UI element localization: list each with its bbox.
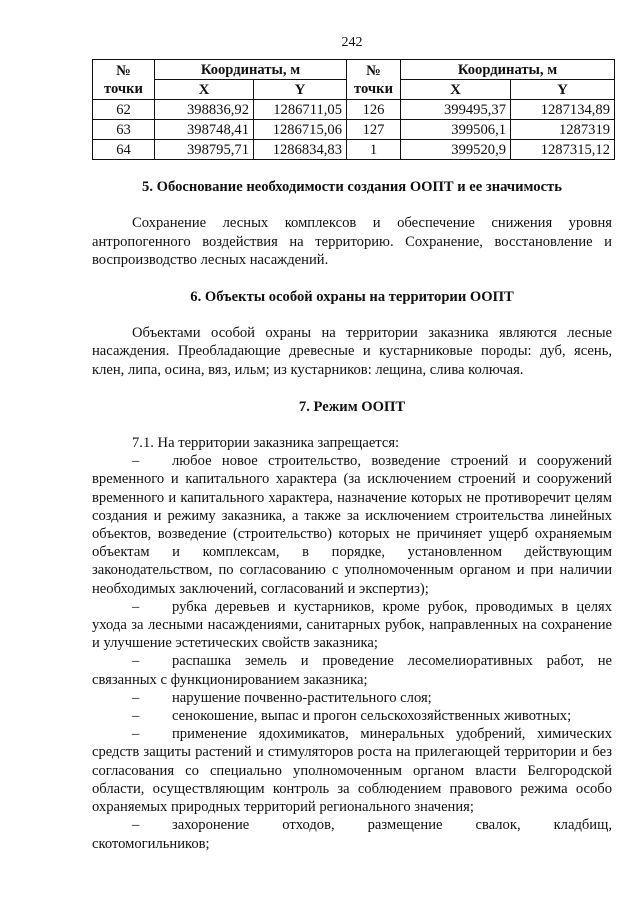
list-item bbox=[92, 652, 612, 688]
list-item bbox=[92, 598, 612, 653]
list-item-text: применение ядохимикатов, минеральных удобрений, химических средств защиты растений и стимуляторов роста на прилегающей территории и без согласования со специально уполномоченным органом власти Белгородской области, осуществляющим контроль за соблюдением правового режима особо охраняемых природных территорий регионального значения; bbox=[92, 726, 612, 816]
header-coords-right: Координаты, м bbox=[401, 60, 615, 80]
header-x-left: X bbox=[155, 80, 254, 100]
table-row bbox=[93, 100, 615, 120]
header-point-no-left bbox=[93, 60, 155, 100]
cell-point: 127 bbox=[347, 120, 401, 140]
list-item-text: сенокошение, выпас и прогон сельскохозяйственных животных; bbox=[172, 708, 572, 725]
cell-x: 399506,1 bbox=[401, 120, 511, 140]
list-item-text: захоронение отходов, размещение свалок, кладбищ, скотомогильников; bbox=[92, 817, 612, 852]
cell-point: 126 bbox=[347, 100, 401, 120]
section-5-title: 5. Обоснование необходимости создания ООПТ и ее значимость bbox=[142, 179, 562, 196]
list-item bbox=[92, 707, 612, 725]
dash-marker: – bbox=[132, 598, 140, 615]
section-7-title: 7. Режим ООПТ bbox=[298, 398, 406, 415]
cell-y: 1287319 bbox=[511, 120, 615, 140]
list-item bbox=[92, 689, 612, 707]
dash-marker: – bbox=[132, 708, 140, 725]
section-6-text: Объектами особой охраны на территории заказника являются лесные насаждения. Преобладающие древесные и кустарниковые породы: дуб, ясень, клен, липа, осина, вяз, ильм; из кустарников: лещина, слива колючая. bbox=[92, 325, 612, 378]
cell-x: 399495,37 bbox=[401, 100, 511, 120]
list-item bbox=[92, 816, 612, 852]
list-item-text: любое новое строительство, возведение строений и сооружений временного и капитального характера (за исключением строений и сооружений временного и капитального характера, назначение которых не противоречит целям создания и режиму заказника, а также за исключением строительства линейных объектов, возведение (строительство) которых не причиняет ущерб охраняемым объектам и комплексам, в порядке, установленном действующим законодательством, по согласованию с уполномоченным органом и при наличии необходимых заключений, согласований и экспертиз); bbox=[92, 453, 612, 597]
table-row bbox=[93, 140, 615, 160]
table-header-row bbox=[93, 60, 615, 80]
cell-x: 398795,71 bbox=[155, 140, 254, 160]
list-item bbox=[92, 725, 612, 816]
cell-y: 1286711,05 bbox=[254, 100, 347, 120]
coordinates-table bbox=[92, 59, 615, 160]
list-item-text: рубка деревьев и кустарников, кроме рубок, проводимых в целях ухода за лесными насаждениями, санитарных рубок, направленных на сохранение и улучшение эстетических свойств заказника; bbox=[92, 598, 612, 652]
table-row bbox=[93, 120, 615, 140]
cell-point: 64 bbox=[93, 140, 155, 160]
cell-y: 1287315,12 bbox=[511, 140, 615, 160]
cell-y: 1286715,06 bbox=[254, 120, 347, 140]
dash-marker: – bbox=[132, 689, 140, 706]
section-6-title: 6. Объекты особой охраны на территории ООПТ bbox=[190, 289, 514, 306]
cell-y: 1286834,83 bbox=[254, 140, 347, 160]
section-7-intro: 7.1. На территории заказника запрещается: bbox=[132, 435, 400, 452]
header-point-no-right bbox=[347, 60, 401, 100]
header-no: № bbox=[116, 62, 131, 79]
section-5-text: Сохранение лесных комплексов и обеспечение снижения уровня антропогенного воздействия на территорию. Сохранение, восстановление и воспроизводство лесных насаждений. bbox=[92, 215, 612, 268]
list-item-text: нарушение почвенно-растительного слоя; bbox=[172, 689, 432, 706]
dash-marker: – bbox=[132, 453, 140, 470]
cell-point: 63 bbox=[93, 120, 155, 140]
cell-point: 1 bbox=[347, 140, 401, 160]
cell-x: 398748,41 bbox=[155, 120, 254, 140]
dash-marker: – bbox=[132, 726, 140, 743]
header-point: точки bbox=[354, 80, 393, 97]
header-point: точки bbox=[104, 80, 143, 97]
header-x-right: X bbox=[401, 80, 511, 100]
header-y-right: Y bbox=[511, 80, 615, 100]
cell-point: 62 bbox=[93, 100, 155, 120]
page-number: 242 bbox=[341, 35, 363, 50]
dash-marker: – bbox=[132, 817, 140, 834]
header-no: № bbox=[366, 62, 381, 79]
list-item-text: распашка земель и проведение лесомелиоративных работ, не связанных с функционированием заказника; bbox=[92, 653, 612, 688]
dash-marker: – bbox=[132, 653, 140, 670]
list-item bbox=[92, 452, 612, 598]
document-page bbox=[92, 34, 612, 853]
cell-y: 1287134,89 bbox=[511, 100, 615, 120]
cell-x: 399520,9 bbox=[401, 140, 511, 160]
header-coords-left: Координаты, м bbox=[155, 60, 347, 80]
header-y-left: Y bbox=[254, 80, 347, 100]
cell-x: 398836,92 bbox=[155, 100, 254, 120]
